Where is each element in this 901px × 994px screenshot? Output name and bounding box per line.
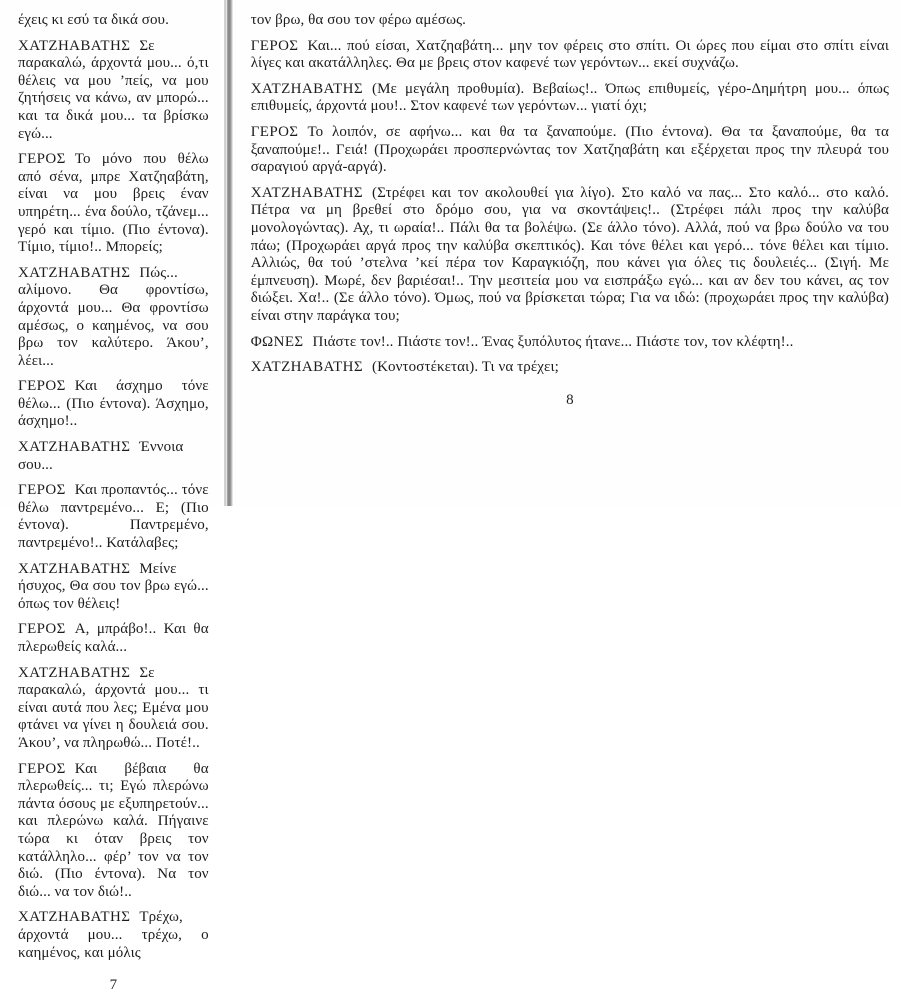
speaker-name: ΓΕΡΟΣ [18, 378, 66, 395]
speaker-name: ΓΕΡΟΣ [250, 123, 299, 140]
dialogue-text: Και... πού είσαι, Χατζηαβάτη... μην τον φέρεις στο σπίτι. Οι ώρες που είμαι στο σπίτι είναι λίγες και ακατάλληλες. Θα με βρεις στον καφενέ των γερόντων... εκεί συχνάζω. [250, 37, 889, 72]
speaker-name: ΧΑΤΖΗΑΒΑΤΗΣ [250, 184, 364, 201]
page-left [0, 0, 220, 994]
dialogue-text: Και βέβαια θα πλερωθείς... τι; Εγώ πλερώνω πάντα όσους με εξυπηρετούν... και πλερώνω καλά. Πήγαινε τώρα κι όταν βρεις τον κατάλληλο... φέρ’ τον να τον διώ. (Πιο έντονα). Να τον διώ... να τον διώ!.. [18, 760, 209, 900]
dialogue-paragraph [251, 124, 889, 177]
dialogue-paragraph [18, 38, 209, 144]
speaker-name: ΓΕΡΟΣ [18, 482, 66, 499]
page-right [235, 0, 901, 506]
dialogue-paragraph [18, 12, 209, 30]
dialogue-text: Τρέχω, άρχοντά μου... τρέχω, ο καημένος, και μόλις [18, 909, 209, 961]
dialogue-text: Το λοιπόν, σε αφήνω... και θα τα ξαναπούμε. (Πιο έντονα). Θα τα ξαναπούμε, θα τα ξαναπούμε!.. Γειά! (Προχωράει προσπερνώντας τον Χατζηαβάτη και εξέρχεται προς την πλευρά του σαραγιού αργά-αργά). [250, 123, 889, 176]
dialogue-paragraph [18, 621, 209, 656]
speaker-name: ΧΑΤΖΗΑΒΑΤΗΣ [18, 560, 131, 577]
speaker-name: ΓΕΡΟΣ [18, 151, 66, 168]
speaker-name: ΓΕΡΟΣ [18, 760, 66, 777]
dialogue-text: Και προπαντός... τόνε θέλω παντρεμένο... Ε; (Πιο έντονα). Παντρεμένο, παντρεμένο!.. Κατάλαβες; [18, 482, 209, 552]
page-number: 7 [109, 977, 118, 994]
dialogue-paragraph [251, 81, 889, 116]
speaker-name: ΧΑΤΖΗΑΒΑΤΗΣ [18, 264, 131, 281]
dialogue-paragraph [251, 359, 889, 377]
dialogue-paragraph [18, 151, 209, 257]
dialogue-text: Το μόνο που θέλω από σένα, μπρε Χατζηαβάτη, είναι να μου βρεις έναν υπηρέτη... ένα δούλο, τζάνεμ... γερό και τίμιο. (Πιο έντονα). Τίμιο, τίμιο!.. Μπορείς; [18, 151, 209, 256]
speaker-name: ΧΑΤΖΗΑΒΑΤΗΣ [250, 80, 364, 97]
dialogue-paragraph [18, 909, 209, 962]
dialogue-text: (Στρέφει και τον ακολουθεί για λίγο). Στο καλό να πας... Στο καλό... στο καλό. Πέτρα να μη βρεθεί στο δρόμο σου, για να σκοντάψεις!.. (Στρέφει πάλι προς την καλύβα μονολογώντας). Αχ, τι ωραία!.. Πάλι θα τα βολέψω. (Σε άλλο τόνο). Αλλά, πού να βρω δούλο να του πάω; (Προχωράει αργά προς την καλύβα σκεπτικός). Και τόνε θέλει και γερό... τόνε θέλει και τίμιο. Αλλιώς, θα τού ’στελνα ’κεί πέρα τον Καραγκιόζη, που κάνει για όλες τις δουλειές... (Σιγή. Με έμπνευση). Μωρέ, δεν βαριέσαι!.. Την μεσιτεία μου να εισπράξω εγώ... και αν δεν του κάνει, ας τον διώξει. Χα!.. (Σε άλλο τόνο). Όμως, πού να βρίσκεται τώρα; Για να ιδώ: (προχωράει προς την καλύβα) είναι στην παράγκα του; [250, 184, 889, 324]
speaker-name: ΓΕΡΟΣ [18, 621, 66, 638]
dialogue-text: Πιάστε τον!.. Πιάστε τον!.. Ένας ξυπόλυτος ήτανε... Πιάστε τον, τον κλέφτη!.. [312, 333, 794, 350]
dialogue-paragraph [18, 665, 209, 753]
dialogue-paragraph [251, 185, 889, 326]
dialogue-paragraph [18, 561, 209, 614]
dialogue-text: Σε παρακαλώ, άρχοντά μου... τι είναι αυτά που λες; Εμένα μου φτάνει να γίνει η δουλειά σου. Άκου’, να πληρωθώ... Ποτέ!.. [18, 664, 209, 751]
dialogue-text: Και άσχημο τόνε θέλω... (Πιο έντονα). Άσχημο, άσχημο!.. [18, 378, 209, 430]
dialogue-text: Πώς... αλίμονο. Θα φροντίσω, άρχοντά μου... Θα φροντίσω αμέσως, ο καημένος, να σου βρω τον καλύτερο. Άκου’, λέει... [18, 264, 209, 369]
speaker-name: ΧΑΤΖΗΑΒΑΤΗΣ [18, 439, 131, 456]
dialogue-paragraph [18, 761, 209, 902]
speaker-name: ΓΕΡΟΣ [250, 37, 299, 54]
page-left-text [18, 12, 209, 970]
page-number: 8 [566, 391, 574, 408]
dialogue-text: τον βρω, θα σου τον φέρω αμέσως. [250, 12, 466, 28]
speaker-name: ΦΩΝΕΣ [250, 333, 304, 350]
dialogue-text: Έννοια σου... [18, 439, 184, 473]
dialogue-text: (Με μεγάλη προθυμία). Βεβαίως!.. Όπως επιθυμείς, γέρο-Δημήτρη μου... όπως επιθυμείς, άρχοντά μου!.. Στον καφενέ των γερόντων... γιατί όχι; [250, 80, 889, 115]
page-right-text [251, 12, 889, 385]
dialogue-text: έχεις κι εσύ τα δικά σου. [18, 12, 169, 28]
speaker-name: ΧΑΤΖΗΑΒΑΤΗΣ [250, 359, 364, 376]
dialogue-paragraph [251, 38, 889, 73]
dialogue-text: Μείνε ήσυχος, Θα σου τον βρω εγώ... όπως τον θέλεις! [18, 560, 209, 612]
dialogue-paragraph [251, 334, 889, 352]
dialogue-paragraph [18, 378, 209, 431]
dialogue-paragraph [18, 482, 209, 552]
dialogue-paragraph [18, 265, 209, 371]
dialogue-text: Σε παρακαλώ, άρχοντά μου... ό,τι θέλεις να μου ’πείς, να μου ζητήσεις να κάνω, αν μπορώ... και τα δικά μου... τα βρίσκω εγώ... [18, 37, 209, 142]
speaker-name: ΧΑΤΖΗΑΒΑΤΗΣ [18, 664, 131, 681]
speaker-name: ΧΑΤΖΗΑΒΑΤΗΣ [18, 909, 131, 926]
dialogue-paragraph [18, 439, 209, 474]
dialogue-text: (Κοντοστέκεται). Τι να τρέχει; [372, 359, 559, 376]
dialogue-paragraph [251, 12, 889, 30]
speaker-name: ΧΑΤΖΗΑΒΑΤΗΣ [18, 37, 131, 54]
dialogue-text: Α, μπράβο!.. Και θα πλερωθείς καλά... [18, 621, 209, 655]
book-gutter-divider [220, 0, 235, 506]
